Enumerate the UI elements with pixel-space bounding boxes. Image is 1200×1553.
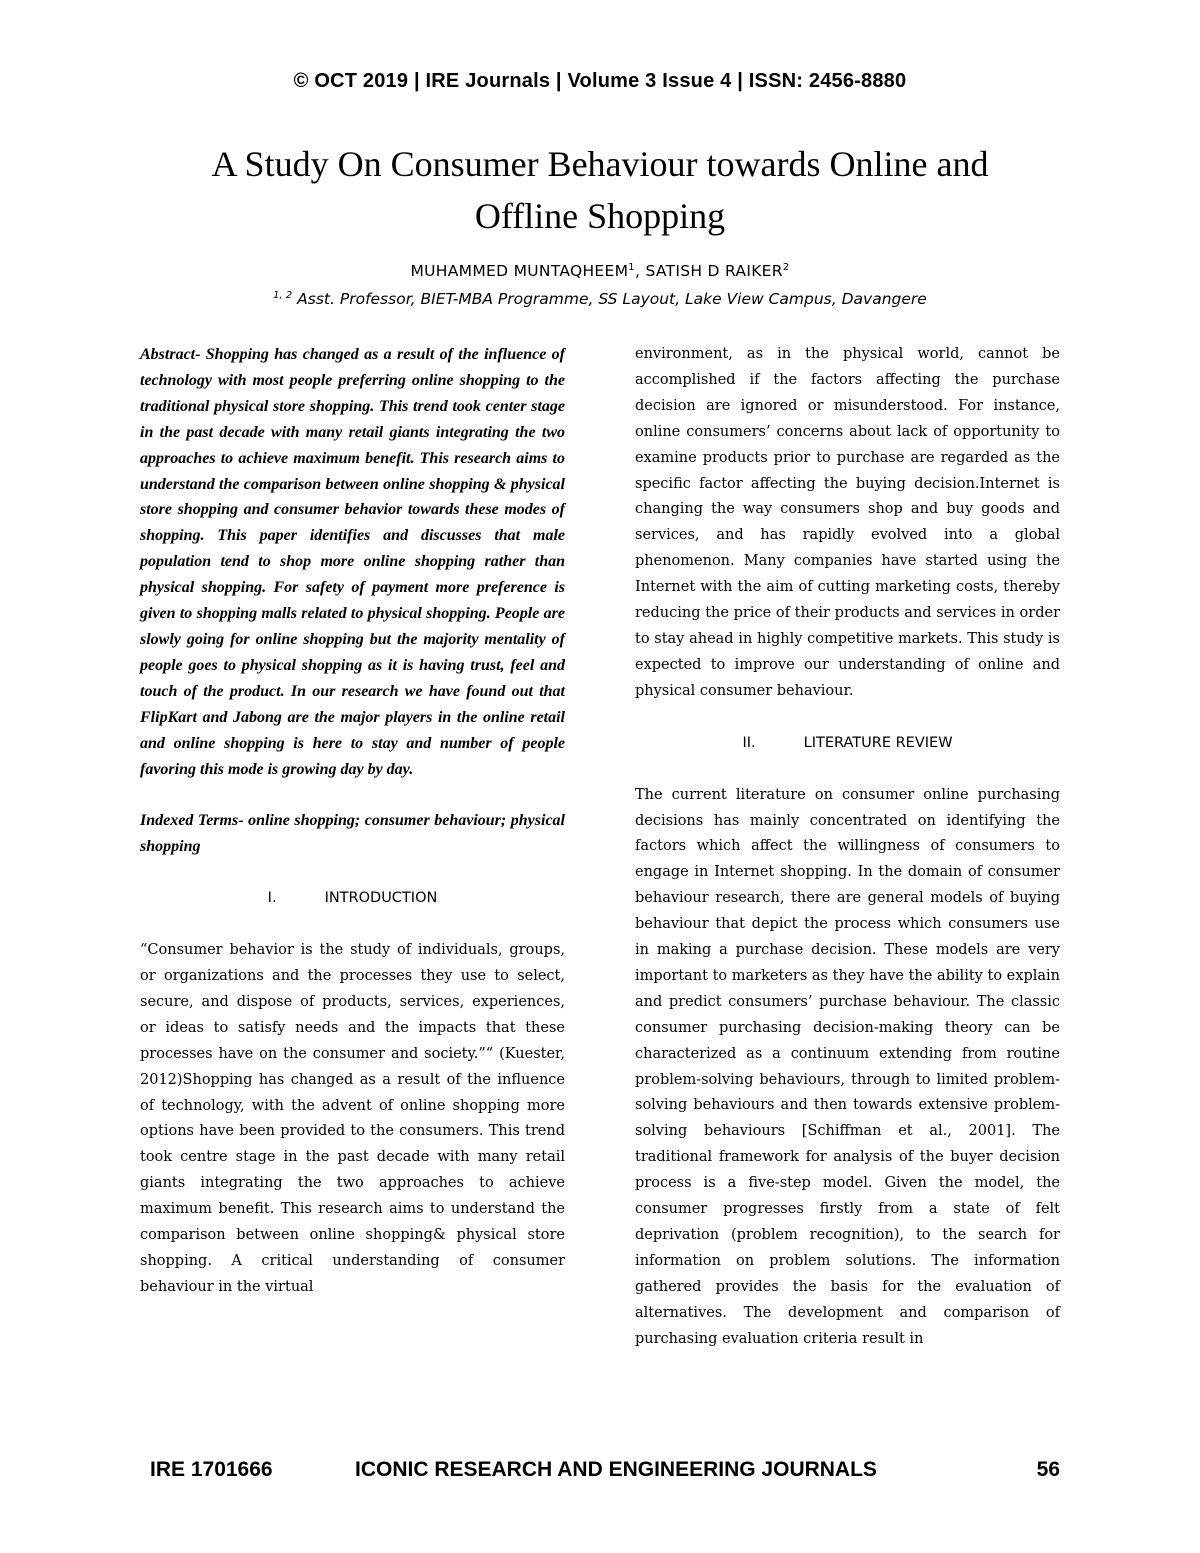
section-title: LITERATURE REVIEW — [803, 734, 953, 751]
affiliation-text: Asst. Professor, BIET-MBA Programme, SS Layout, Lake View Campus, Davangere — [292, 290, 927, 308]
paper-title-line2: Offline Shopping — [474, 196, 726, 236]
author-2: SATISH D RAIKER — [645, 262, 783, 280]
author-1: MUHAMMED MUNTAQHEEM — [410, 262, 629, 280]
footer-page-number: 56 — [1036, 1458, 1060, 1481]
abstract: Abstract- Shopping has changed as a result of the influence of technology with most people preferring online shopping to the traditional physical store shopping. This trend took center stage in the past decade with many retail giants integrating the two approaches to achieve maximum benefit. This research aims to understand the comparison between online shopping & physical store shopping and consumer behavior towards these modes of shopping. This paper identifies and discusses that male population tend to shop more online shopping rather than physical shopping. For safety of payment more preference is given to shopping malls related to physical shopping. People are slowly going for online shopping but the majority mentality of people goes to physical shopping as it is having trust, feel and touch of the product. In our research we have found out that FlipKart and Jabong are the major players in the online retail and online shopping is here to stay and number of people favoring this mode is growing day by day. — [140, 346, 565, 778]
section-number: II. — [742, 734, 756, 751]
introduction-continued-paragraph: environment, as in the physical world, cannot be accomplished if the factors affecting the purchase decision are ignored or misunderstood. For instance, online consumers’ concerns about lack of opportunity to examine products prior to purchase are regarded as the specific factor affecting the buying decision.Internet is changing the way consumers shop and buy goods and services, and has rapidly evolved into a global phenomenon. Many companies have started using the Internet with the aim of cutting marketing costs, thereby reducing the price of their products and services in order to stay ahead in highly competitive markets. This study is expected to improve our understanding of online and physical consumer behaviour. — [635, 346, 1060, 699]
author-2-superscript: 2 — [782, 261, 790, 273]
journal-header-text: © OCT 2019 | IRE Journals | Volume 3 Issue 4 | ISSN: 2456-8880 — [293, 70, 907, 92]
section-number: I. — [267, 890, 277, 907]
section-heading-introduction — [140, 886, 565, 912]
footer-journal-name: ICONIC RESEARCH AND ENGINEERING JOURNALS — [355, 1458, 877, 1481]
indexed-terms: Indexed Terms- online shopping; consumer behaviour; physical shopping — [140, 812, 565, 856]
section-title: INTRODUCTION — [324, 890, 438, 907]
authors — [0, 262, 1200, 280]
introduction-paragraph: “Consumer behavior is the study of individuals, groups, or organizations and the processes they use to select, secure, and dispose of products, services, experiences, or ideas to satisfy needs and the impacts that these processes have on the consumer and society.”“ (Kuester, 2012)Shopping has changed as a result of the influence of technology, with the advent of online shopping more options have been provided to the consumers. This trend took centre stage in the past decade with many retail giants integrating the two approaches to achieve maximum benefit. This research aims to understand the comparison between online shopping& physical store shopping. A critical understanding of consumer behaviour in the virtual — [140, 942, 565, 1295]
author-separator: , — [634, 262, 646, 280]
right-column — [635, 342, 1060, 1353]
journal-header — [0, 70, 1200, 93]
author-1-superscript: 1 — [628, 261, 635, 273]
section-heading-literature-review — [635, 731, 1060, 757]
paper-title-line1: A Study On Consumer Behaviour towards Online and — [211, 144, 989, 184]
left-column — [140, 342, 565, 1301]
literature-review-paragraph: The current literature on consumer online purchasing decisions has mainly concentrated on identifying the factors which affect the willingness of consumers to engage in Internet shopping. In the domain of consumer behaviour research, there are general models of buying behaviour that depict the process which consumers use in making a purchase decision. These models are very important to marketers as they have the ability to explain and predict consumers’ purchase behaviour. The classic consumer purchasing decision-making theory can be characterized as a continuum extending from routine problem-solving behaviours, through to limited problem-solving behaviours and then towards extensive problem-solving behaviours [Schiffman et al., 2001]. The traditional framework for analysis of the buyer decision process is a five-step model. Given the model, the consumer progresses firstly from a state of felt deprivation (problem recognition), to the search for information on problem solutions. The information gathered provides the basis for the evaluation of alternatives. The development and comparison of purchasing evaluation criteria result in — [635, 786, 1060, 1347]
paper-title — [120, 138, 1080, 242]
affiliation — [0, 290, 1200, 308]
footer-paper-id: IRE 1701666 — [150, 1458, 273, 1481]
affiliation-superscript: 1, 2 — [273, 289, 293, 301]
